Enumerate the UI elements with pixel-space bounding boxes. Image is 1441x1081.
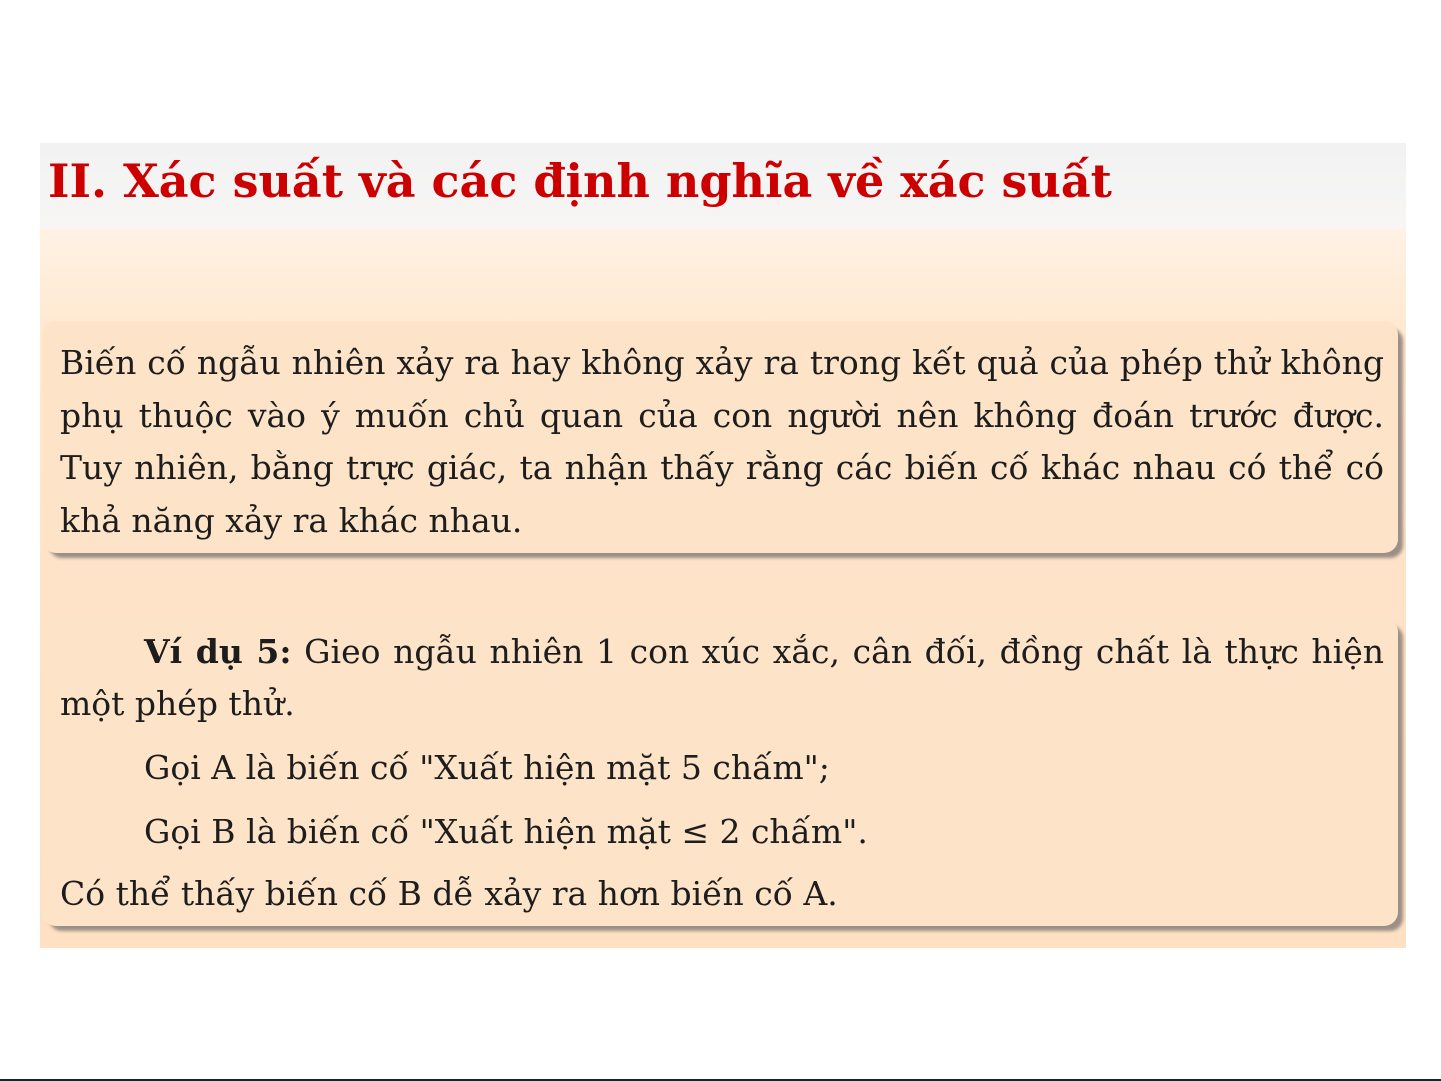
definition-text: Biến cố ngẫu nhiên xảy ra hay không xảy ra trong kết quả của phép thử không phụ thuộc vào ý muốn chủ quan của con người nên không đoán trước được. Tuy nhiên, bằng trực giác, ta nhận thấy rằng các biến cố khác nhau có thể có khả năng xảy ra khác nhau. [60,343,1384,540]
conclusion-line: Có thể thấy biến cố B dễ xảy ra hơn biến cố A. [60,874,838,913]
example-label: Ví dụ 5: [144,632,292,671]
slide [40,143,1406,948]
event-b-line: Gọi B là biến cố "Xuất hiện mặt ≤ 2 chấm". [144,812,868,851]
event-a-line: Gọi A là biến cố "Xuất hiện mặt 5 chấm"; [144,748,830,787]
definition-block [42,321,1398,553]
example-block [42,618,1398,926]
example-intro-text: Gieo ngẫu nhiên 1 con xúc xắc, cân đối, đồng chất là thực hiện một phép thử. [60,632,1384,723]
slide-title: II. Xác suất và các định nghĩa về xác suất [48,154,1112,208]
example-intro [60,626,1384,730]
title-bar [40,143,1406,229]
